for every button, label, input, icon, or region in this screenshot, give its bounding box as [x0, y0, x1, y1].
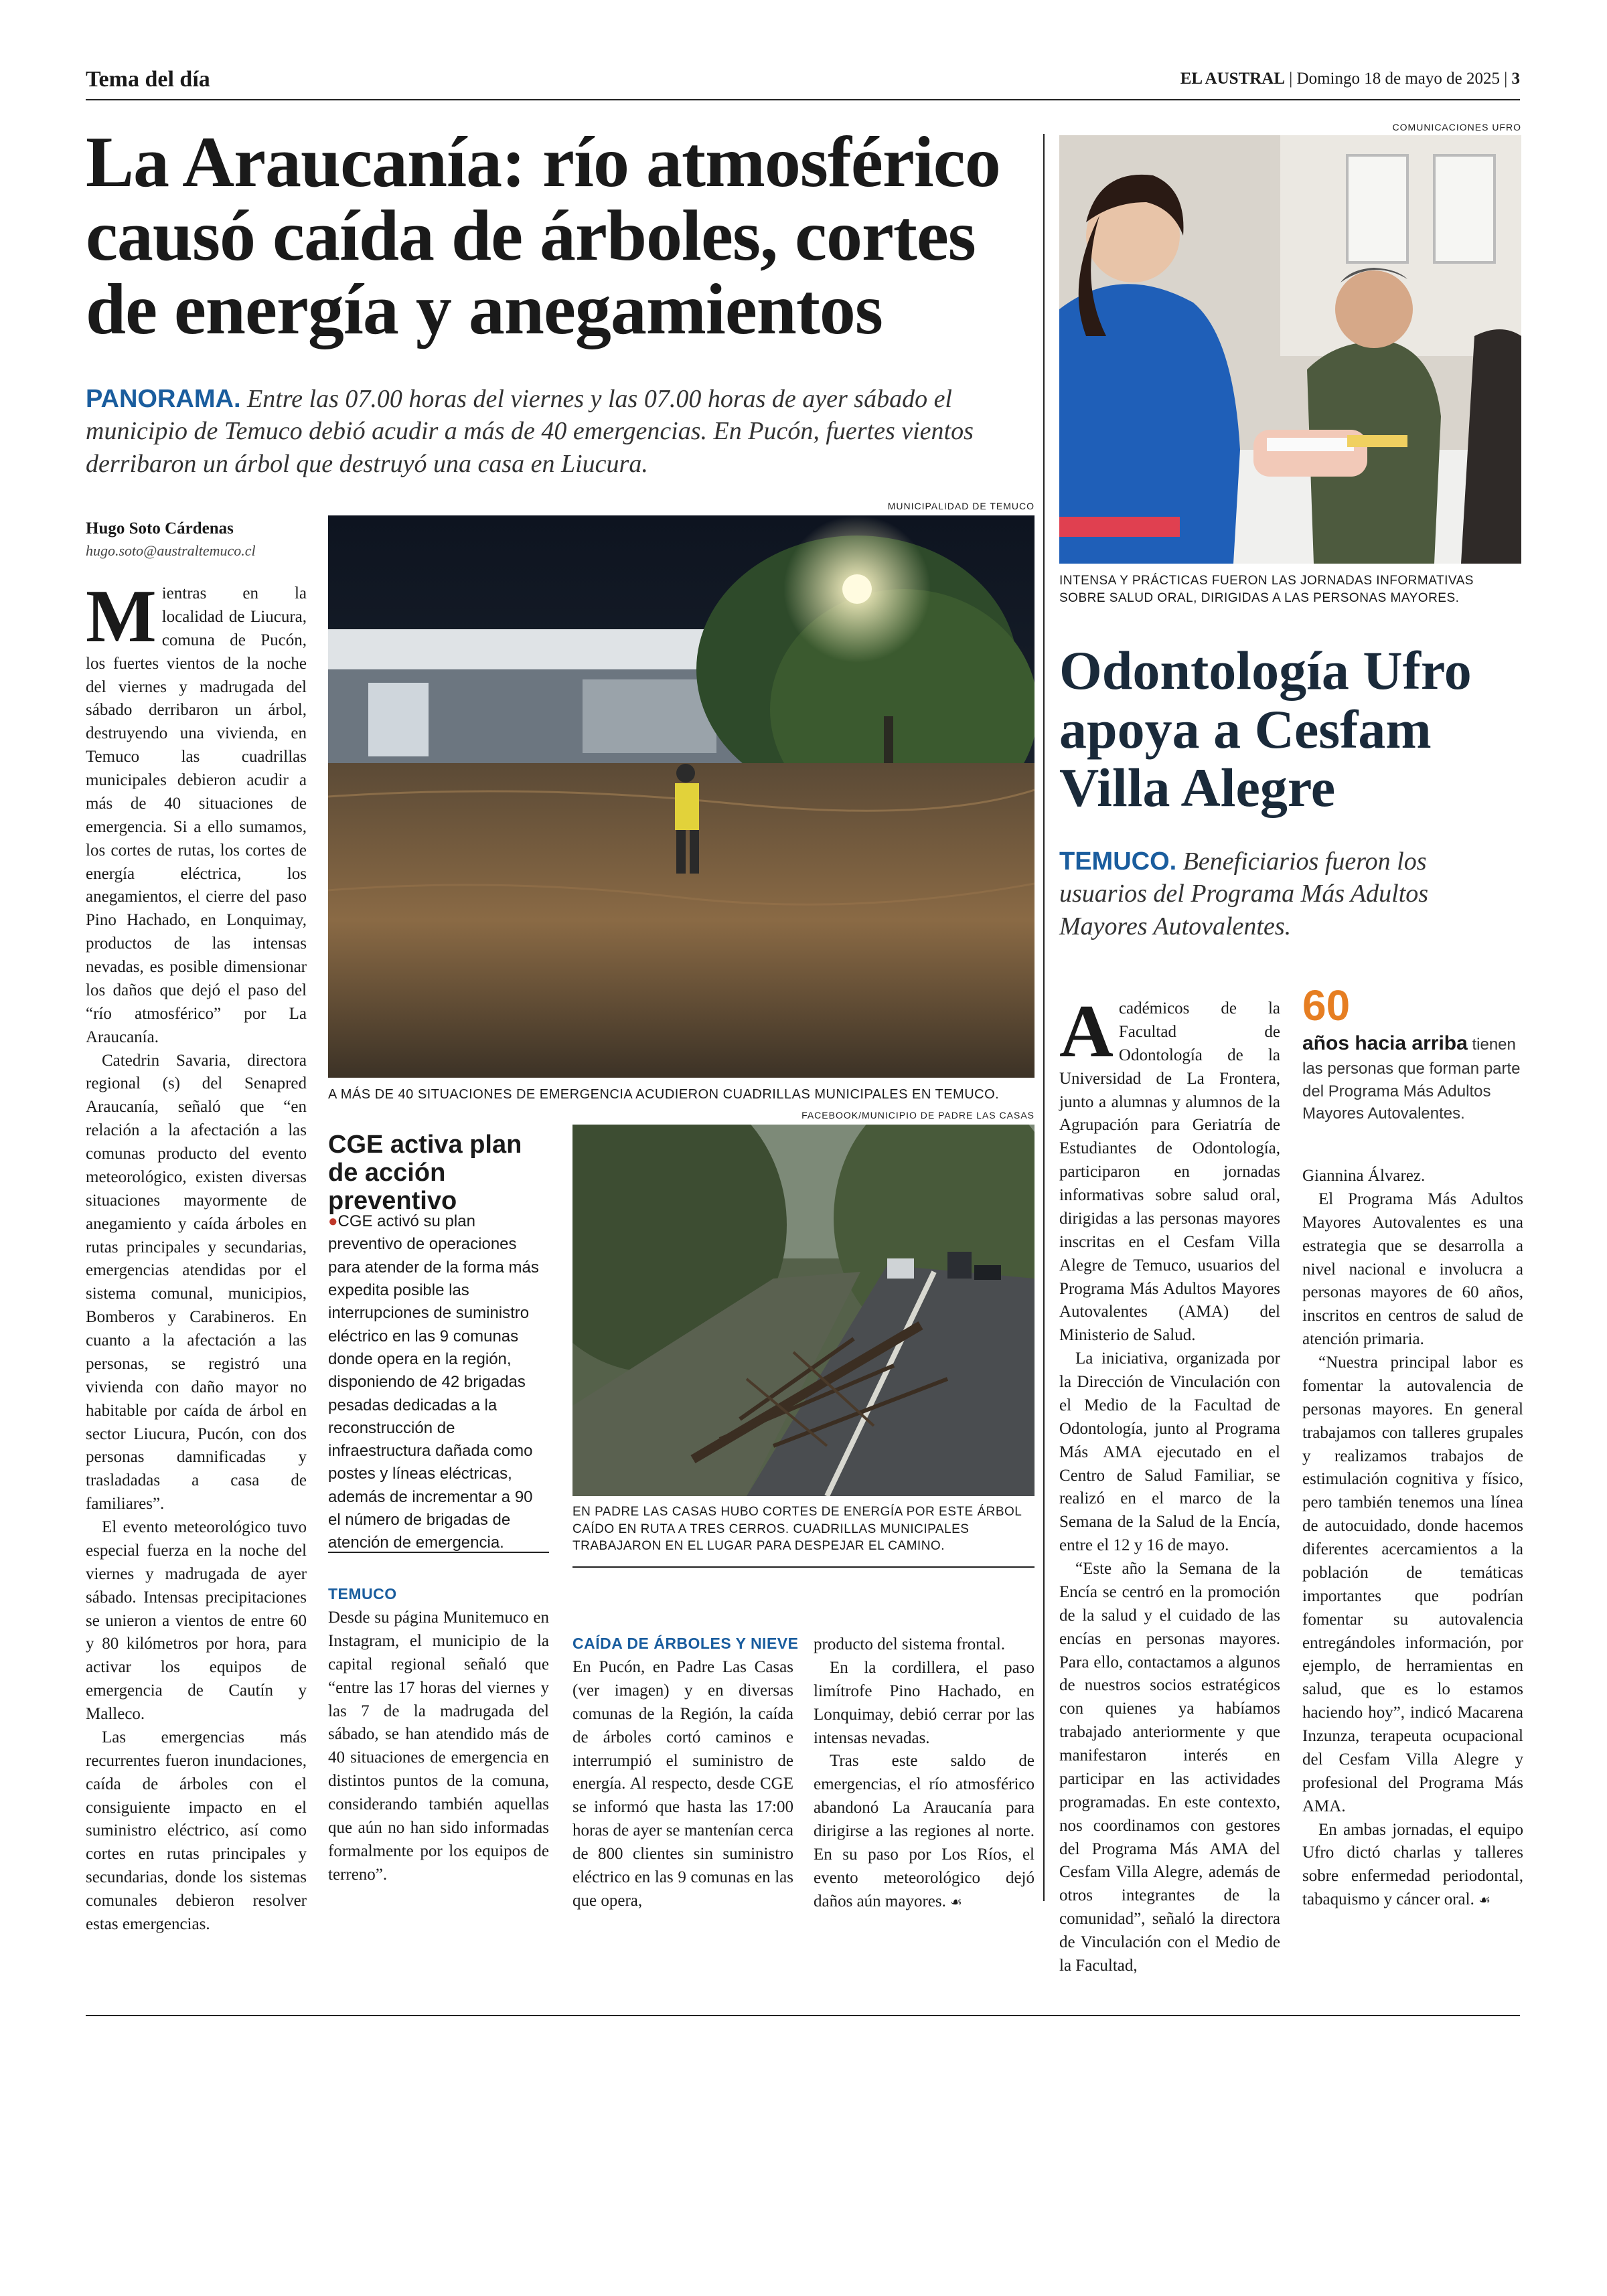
paragraph: El evento meteorológico tuvo especial fuerza en la noche del viernes y madrugada de ayer sábado. Intensas precipitaciones se unieron a vientos de entre 60 y 80 kilómetros por hora, para activar los equipos de emergencia de Cautín y Malleco.	[86, 1518, 307, 1723]
stat-text: tienen las personas que forman parte del Programa Más Adultos Mayores Autovalentes.	[1302, 1036, 1521, 1123]
lede-tag: TEMUCO.	[1059, 847, 1177, 876]
end-mark: ☙	[950, 1894, 963, 1910]
fallen-tree-photo	[572, 1125, 1035, 1496]
sidebar-title: CGE activa plan de acción preventivo	[328, 1131, 522, 1215]
paragraph: “Este año la Semana de la Encía se centró en la promoción de la salud y el cuidado de las encías en personas mayores. Para ello, contactamos a algunos de nuestros socios estratégicos con quienes ya habíamos trabajado anteriormente y que manifestaron interés en participar en las actividades programadas. En este contexto, nos coordinamos con gestores del Programa Más AMA del Cesfam Villa Alegre, además de otros integrantes de la comunidad”, señaló la directora de Vinculación con el Medio de la Facultad,	[1059, 1560, 1280, 1975]
photo-caption: INTENSA Y PRÁCTICAS FUERON LAS JORNADAS INFORMATIVAS SOBRE SALUD ORAL, DIRIGIDAS A LAS PERSONAS MAYORES.	[1059, 574, 1474, 605]
issue-date: Domingo 18 de mayo de 2025	[1296, 70, 1500, 88]
photo-credit: FACEBOOK/MUNICIPIO DE PADRE LAS CASAS	[801, 1110, 1035, 1121]
sidebar-body	[328, 1210, 549, 1555]
stat-number: 60	[1302, 981, 1351, 1030]
second-headline: Odontología Ufro apoya a Cesfam Villa Alegre	[1059, 640, 1472, 819]
top-rule	[86, 99, 1520, 100]
temuco-tag: TEMUCO	[328, 1585, 397, 1603]
lede-text: Beneficiarios fueron los usuarios del Programa Más Adultos Mayores Autovalentes.	[1059, 847, 1429, 940]
author-name: Hugo Soto Cárdenas	[86, 519, 234, 538]
main-lede	[86, 383, 1023, 480]
author-email: hugo.soto@australtemuco.cl	[86, 542, 256, 559]
end-mark: ☙	[1478, 1893, 1491, 1908]
paragraph: Las emergencias más recurrentes fueron inundaciones, caída de árboles con el consiguiente impacto en el suministro eléctrico, así como cortes en rutas principales y secundarias, donde los sistemas comunales debieron resolver estas emergencias.	[86, 1728, 307, 1933]
bottom-rule	[86, 2015, 1520, 2016]
newspaper-name: EL AUSTRAL	[1180, 70, 1286, 88]
second-column-1	[1059, 990, 1280, 1978]
second-column-2: Giannina Álvarez. El Programa Más Adultos Mayores Autovalentes es una estrategia que se desarrolla a nivel nacional e involucra a personas mayores de 60 años, inscritos en centros de salud de atención primaria. “Nuestra principal labor es fomentar la autovalencia de personas mayores. En general trabajamos con talleres grupales y realizamos trabajos de estimulación cognitiva y físico, pero también tenemos una línea de autocuidado, donde hacemos diferentes acercamientos a la población de temáticas importantes que podrían fomentar su autovalencia entregándoles información, por ejemplo, de herramientas en salud, que es lo estamos haciendo hoy”, indicó Macarena Inzunza, terapeuta ocupacional del Cesfam Villa Alegre y profesional del Programa Más AMA. En ambas jornadas, el equipo Ufro dictó charlas y talleres sobre enfermedad periodontal, tabaquismo y cáncer oral. ☙	[1302, 1165, 1523, 1912]
sidebar-text: CGE activó su plan preventivo de operaciones para atender de la forma más expedita posible las interrupciones de suministro eléctrico en las 9 comunas donde opera en la región, disponiendo de 42 brigadas pesadas dedicadas a la reconstrucción de infraestructura dañada como postes y líneas eléctricas, además de incrementar a 90 el número de brigadas de atención de emergencia.	[328, 1212, 539, 1552]
photo-credit: MUNICIPALIDAD DE TEMUCO	[887, 501, 1035, 511]
paragraph: La iniciativa, organizada por la Dirección de Vinculación con el Medio de la Facultad de Odontología, junto al Programa Más AMA ejecutado en el Centro de Salud Familiar, se realizó en el marco de la Semana de la Salud de la Encía, entre el 12 y 16 de mayo.	[1059, 1349, 1280, 1555]
paragraph: Académicos de la Facultad de Odontología de la Universidad de La Frontera, junto a alumnas y alumnos de la Agrupación para Geriatría de Estudiantes de Odontología, participaron en jornadas informativas sobre salud oral, dirigidas a las personas mayores inscritas en el Cesfam Villa Alegre de Temuco, usuarios del Programa Más Adultos Mayores Autovalentes (AMA) del Ministerio de Salud.	[1059, 990, 1280, 1345]
lede-tag: PANORAMA.	[86, 385, 241, 413]
main-headline: La Araucanía: río atmosférico causó caída de árboles, cortes de energía y anegamientos	[86, 122, 1000, 350]
main-column-3: En Pucón, en Padre Las Casas (ver imagen) y en diversas comunas de la Región, la caída de árboles cortó caminos e interrumpió el suministro de energía. Al respecto, desde CGE se informó que hasta las 17:00 horas de ayer se mantenían cerca de 800 clientes sin suministro eléctrico en las 9 comunas en las que opera,	[572, 1658, 793, 1910]
lede-text: Entre las 07.00 horas del viernes y las 07.00 horas de ayer sábado el municipio de Temuco debió acudir a más de 40 emergencias. En Pucón, fuertes vientos derribaron un árbol que destruyó una casa en Liucura.	[86, 385, 974, 478]
photo-caption: EN PADRE LAS CASAS HUBO CORTES DE ENERGÍA POR ESTE ÁRBOL CAÍDO EN RUTA A TRES CERROS. CUADRILLAS MUNICIPALES TRABAJARON EN EL LUGAR PARA DESPEJAR EL CAMINO.	[572, 1505, 1022, 1554]
main-column-1	[86, 575, 307, 1937]
dental-workshop-photo	[1059, 135, 1521, 564]
paragraph: Catedrin Savaria, directora regional (s) del Senapred Araucanía, señaló que “en relación a la afectación a las comunas producto del evento meteorológico, existen diversas situaciones mayormente de anegamiento y caída árboles en rutas principales y secundarias, emergencias atendidas por el sistema comunal, municipios, Bomberos y Carabineros. En cuanto a la afectación a las personas, se registró una vivienda con daño mayor no habitable por caída de árbol en sector Liucura, Pucón, con dos personas damnificadas y trasladadas a casa de familiares”.	[86, 1051, 307, 1513]
sidebar-divider	[328, 1552, 549, 1553]
paragraph: Mientras en la localidad de Liucura, comuna de Pucón, los fuertes vientos de la noche del viernes y madrugada del sábado derribaron un árbol, destruyendo una vivienda, en Temuco las cuadrillas municipales debieron acudir a más de 40 situaciones de emergencia. Si a ello sumamos, los cortes de rutas, los cortes de energía eléctrica, los anegamientos, el cierre del paso Pino Hachado, en Lonquimay, productos de las intensas nevadas, es posible dimensionar los daños que dejó el paso del “río atmosférico” por La Araucanía.	[86, 575, 307, 1046]
stat-box	[1302, 981, 1523, 1125]
photo-caption: A MÁS DE 40 SITUACIONES DE EMERGENCIA ACUDIERON CUADRILLAS MUNICIPALES EN TEMUCO.	[328, 1087, 1000, 1102]
stat-label: años hacia arriba	[1302, 1032, 1468, 1054]
paragraph: En ambas jornadas, el equipo Ufro dictó charlas y talleres sobre enfermedad periodontal, tabaquismo y cáncer oral. ☙	[1302, 1820, 1523, 1909]
bullet-icon: ●	[328, 1212, 338, 1230]
caida-tag: CAÍDA DE ÁRBOLES Y NIEVE	[572, 1635, 799, 1652]
drop-cap: M	[86, 575, 157, 658]
photo-credit: COMUNICACIONES UFRO	[1392, 122, 1521, 133]
main-column-4: producto del sistema frontal. En la cordillera, el paso limítrofe Pino Hachado, en Lonquimay, debió cerrar por las intensas nevadas. Tras este saldo de emergencias, el río atmosférico abandonó La Araucanía para dirigirse a las regiones al norte. En su paso por Los Ríos, el evento meteorológico dejó daños aún mayores. ☙	[814, 1633, 1035, 1914]
flood-photo	[328, 515, 1035, 1078]
section-label: Tema del día	[86, 67, 210, 92]
page-number: 3	[1511, 70, 1520, 88]
paragraph: Tras este saldo de emergencias, el río atmosférico abandonó La Araucanía para dirigirse a las regiones al norte. En su paso por Los Ríos, el evento meteorológico dejó daños aún mayores. ☙	[814, 1752, 1035, 1910]
second-lede	[1059, 845, 1515, 942]
caption-divider	[572, 1566, 1035, 1568]
column-divider	[1043, 134, 1045, 1901]
drop-cap: A	[1059, 990, 1114, 1073]
masthead: EL AUSTRAL | Domingo 18 de mayo de 2025 | 3	[1180, 70, 1520, 88]
temuco-text: Desde su página Munitemuco en Instagram, el municipio de la capital regional señaló que “entre las 17 horas del viernes y las 7 de la madrugada del sábado, se han atendido más de 40 situaciones de emergencia en distintos puntos de la comuna, considerando también aquellas que aún no han sido informadas formalmente por los equipos de terreno”.	[328, 1609, 549, 1884]
